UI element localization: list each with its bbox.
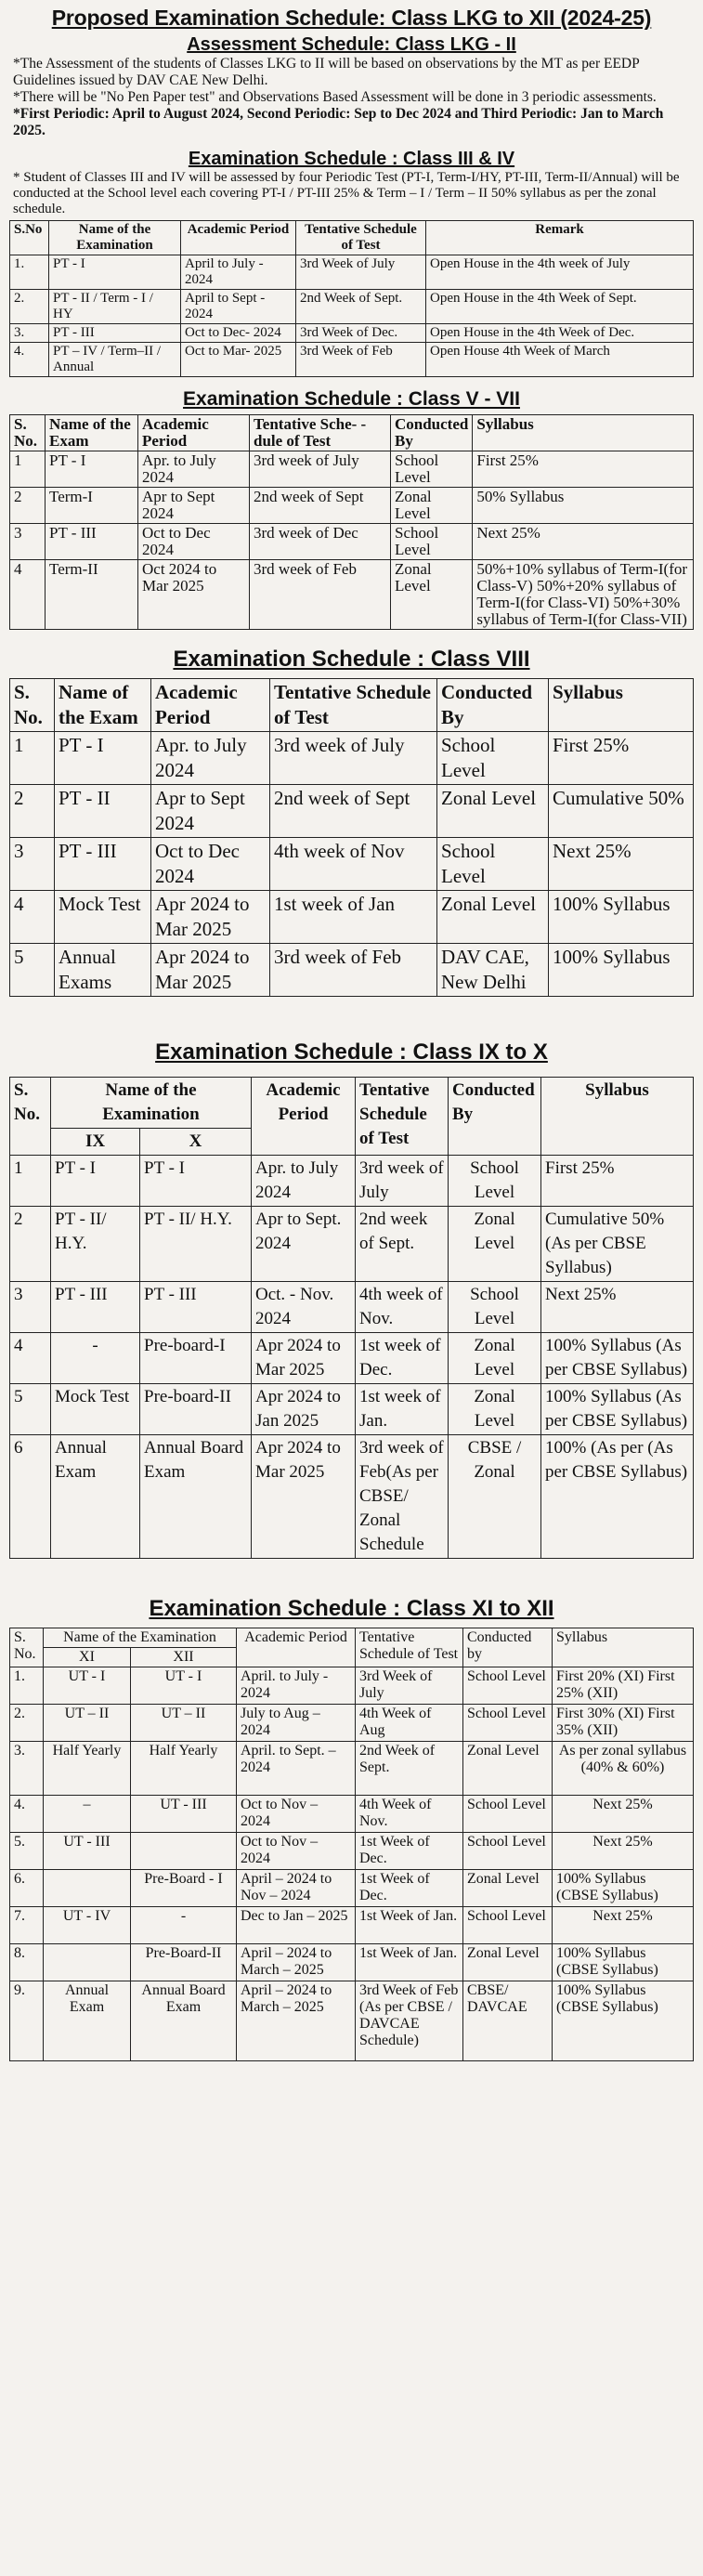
cell: Zonal Level	[449, 1207, 541, 1282]
table-row	[10, 1705, 694, 1742]
col-sno: S.No	[10, 221, 49, 255]
lkg-note: *The Assessment of the students of Classes LKG to II will be based on observations by the MT as per EEDP Guidelines issued by DAV CAE New Delhi.	[13, 56, 640, 88]
cell: School Level	[463, 1667, 553, 1705]
cell: 100% Syllabus	[549, 891, 694, 944]
cell: Open House in the 4th Week of Dec.	[426, 324, 694, 343]
col-remark: Remark	[426, 221, 694, 255]
cell: Zonal Level	[449, 1333, 541, 1384]
cell: 50%+10% syllabus of Term-I(for Class-V) 50%+20% syllabus of Term-I(for Class-VI) 50%+30% syllabus of Term-I(for Class-VII)	[473, 560, 694, 630]
table-row	[10, 732, 694, 785]
cell: As per zonal syllabus (40% & 60%)	[553, 1742, 694, 1796]
table-row	[10, 488, 694, 524]
cell: 2	[10, 785, 55, 838]
cell: 3rd Week of July	[356, 1667, 463, 1705]
cell: Zonal Level	[463, 1742, 553, 1796]
table-row	[10, 1667, 694, 1705]
cell: 9.	[10, 1981, 44, 2061]
cell: Apr. to July 2024	[151, 732, 270, 785]
cell: April. to July - 2024	[237, 1667, 356, 1705]
cell: 3rd Week of July	[296, 255, 426, 290]
cell: 2nd Week of Sept.	[356, 1742, 463, 1796]
col-academic-period: Academic Period	[138, 415, 250, 451]
col-academic-period: Academic Period	[151, 679, 270, 732]
cell: -	[51, 1333, 140, 1384]
cell: 1	[10, 732, 55, 785]
cell: Mock Test	[51, 1384, 140, 1435]
cell: School Level	[463, 1833, 553, 1870]
col-exam-name: Name of the Examination	[51, 1078, 252, 1129]
table-header-row	[10, 1628, 694, 1648]
cell: 100% Syllabus (CBSE Syllabus)	[553, 1944, 694, 1981]
cell: Next 25%	[541, 1282, 694, 1333]
cell: PT - I	[140, 1156, 252, 1207]
table-row	[10, 524, 694, 560]
cell: UT - III	[131, 1796, 237, 1833]
class-3-4-heading: Examination Schedule : Class III & IV	[188, 149, 515, 169]
cell: 3	[10, 838, 55, 891]
cell: 3.	[10, 324, 49, 343]
cell: Next 25%	[549, 838, 694, 891]
cell: 4.	[10, 1796, 44, 1833]
col-syllabus: Syllabus	[541, 1078, 694, 1156]
cell: UT - IV	[44, 1907, 131, 1944]
cell: PT - II/ H.Y.	[140, 1207, 252, 1282]
cell: PT - I	[46, 451, 138, 488]
cell: 6	[10, 1435, 51, 1559]
table-header-row	[10, 679, 694, 732]
cell: Cumulative 50% (As per CBSE Syllabus)	[541, 1207, 694, 1282]
col-xii: XII	[131, 1648, 237, 1667]
table-row	[10, 891, 694, 944]
cell: Apr 2024 to Mar 2025	[151, 944, 270, 997]
class-5-7-heading: Examination Schedule : Class V - VII	[183, 388, 520, 410]
cell: Pre-Board-II	[131, 1944, 237, 1981]
col-xi: XI	[44, 1648, 131, 1667]
cell: 100% Syllabus (As per CBSE Syllabus)	[541, 1333, 694, 1384]
col-sno: S. No.	[10, 415, 46, 451]
cell: 6.	[10, 1870, 44, 1907]
col-syllabus: Syllabus	[553, 1628, 694, 1667]
cell: 3rd week of Feb(As per CBSE/ Zonal Schedule	[356, 1435, 449, 1559]
cell: PT - III	[55, 838, 151, 891]
cell: Apr to Sept 2024	[151, 785, 270, 838]
lkg-notes	[13, 56, 690, 139]
col-sno: S. No.	[10, 1628, 44, 1667]
col-exam-name: Name of the Examination	[44, 1628, 237, 1648]
cell: Open House in the 4th Week of Sept.	[426, 290, 694, 324]
table-row	[10, 1981, 694, 2061]
table-row	[10, 1156, 694, 1207]
class-11-12-heading: Examination Schedule : Class XI to XII	[149, 1596, 554, 1621]
col-x: X	[140, 1129, 252, 1156]
cell: UT - III	[44, 1833, 131, 1870]
cell: 5	[10, 944, 55, 997]
cell: Oct. - Nov. 2024	[252, 1282, 356, 1333]
cell: 1st Week of Jan.	[356, 1907, 463, 1944]
cell: 1st week of Jan	[270, 891, 437, 944]
col-sno: S. No.	[10, 1078, 51, 1156]
cell: Apr to Sept. 2024	[252, 1207, 356, 1282]
cell: Zonal Level	[437, 891, 549, 944]
cell: Next 25%	[553, 1833, 694, 1870]
cell: First 25%	[549, 732, 694, 785]
cell: 1st week of Dec.	[356, 1333, 449, 1384]
col-conducted-by: Conducted by	[463, 1628, 553, 1667]
cell: 1	[10, 1156, 51, 1207]
cell: 50% Syllabus	[473, 488, 694, 524]
table-header-row	[10, 415, 694, 451]
cell: Oct to Mar- 2025	[181, 343, 296, 377]
col-ix: IX	[51, 1129, 140, 1156]
cell: 4	[10, 560, 46, 630]
cell: 3rd week of Feb	[250, 560, 391, 630]
cell: 2	[10, 488, 46, 524]
cell: School Level	[449, 1282, 541, 1333]
cell: Pre-board-II	[140, 1384, 252, 1435]
cell: Apr to Sept 2024	[138, 488, 250, 524]
cell: Apr 2024 to Mar 2025	[252, 1333, 356, 1384]
cell: 3	[10, 524, 46, 560]
cell: School Level	[391, 451, 473, 488]
cell: First 20% (XI) First 25% (XII)	[553, 1667, 694, 1705]
cell: PT - III	[49, 324, 181, 343]
table-row	[10, 290, 694, 324]
cell: Oct to Nov – 2024	[237, 1833, 356, 1870]
cell: CBSE / Zonal	[449, 1435, 541, 1559]
cell: Next 25%	[553, 1907, 694, 1944]
col-exam-name: Name of the Examination	[49, 221, 181, 255]
lkg-note: *First Periodic: April to August 2024, Second Periodic: Sep to Dec 2024 and Third Periodic: Jan to March 2025.	[13, 106, 664, 138]
cell: Zonal Level	[449, 1384, 541, 1435]
class-8-table	[9, 678, 694, 997]
cell: April to July - 2024	[181, 255, 296, 290]
col-conducted-by: Conducted By	[437, 679, 549, 732]
cell: Mock Test	[55, 891, 151, 944]
table-row	[10, 1282, 694, 1333]
cell: Zonal Level	[391, 488, 473, 524]
cell: 4th Week of Aug	[356, 1705, 463, 1742]
cell: -	[131, 1907, 237, 1944]
cell: First 30% (XI) First 35% (XII)	[553, 1705, 694, 1742]
class-3-4-note: * Student of Classes III and IV will be assessed by four Periodic Test (PT-I, Term-I/HY, PT-III, Term-II/Annual) will be conducted at the School level each covering PT-I / PT-III 25% & Term – I / Term – II 50% syllabus as per the zonal schedule.	[13, 170, 680, 216]
table-row	[10, 255, 694, 290]
cell: 4th week of Nov.	[356, 1282, 449, 1333]
cell: 3rd Week of Feb (As per CBSE / DAVCAE Schedule)	[356, 1981, 463, 2061]
cell: UT - I	[44, 1667, 131, 1705]
cell: Open House 4th Week of March	[426, 343, 694, 377]
table-row	[10, 1944, 694, 1981]
cell: Pre-Board - I	[131, 1870, 237, 1907]
col-academic-period: Academic Period	[181, 221, 296, 255]
cell: 100% (As per (As per CBSE Syllabus)	[541, 1435, 694, 1559]
page-title: Proposed Examination Schedule: Class LKG to XII (2024-25)	[51, 6, 652, 30]
cell	[131, 1833, 237, 1870]
cell: PT - II/ H.Y.	[51, 1207, 140, 1282]
cell: School Level	[463, 1705, 553, 1742]
cell: –	[44, 1796, 131, 1833]
table-row	[10, 1907, 694, 1944]
cell: School Level	[463, 1796, 553, 1833]
col-syllabus: Syllabus	[549, 679, 694, 732]
cell: 100% Syllabus (CBSE Syllabus)	[553, 1870, 694, 1907]
cell	[44, 1944, 131, 1981]
class-3-4-table	[9, 220, 694, 377]
table-row	[10, 324, 694, 343]
cell: 2	[10, 1207, 51, 1282]
class-11-12-table	[9, 1628, 694, 2061]
cell: 1st week of Jan.	[356, 1384, 449, 1435]
lkg-heading: Assessment Schedule: Class LKG - II	[187, 34, 516, 55]
cell: April – 2024 to March – 2025	[237, 1944, 356, 1981]
cell: Apr 2024 to Mar 2025	[252, 1435, 356, 1559]
cell: 1st Week of Jan.	[356, 1944, 463, 1981]
col-conducted-by: Conducted By	[449, 1078, 541, 1156]
class-9-10-heading: Examination Schedule : Class IX to X	[155, 1040, 548, 1065]
cell: Apr 2024 to Mar 2025	[151, 891, 270, 944]
col-schedule: Tentative Sche- -dule of Test	[250, 415, 391, 451]
cell: 3	[10, 1282, 51, 1333]
cell: Apr. to July 2024	[138, 451, 250, 488]
class-8-heading: Examination Schedule : Class VIII	[173, 647, 530, 672]
cell: April to Sept - 2024	[181, 290, 296, 324]
cell: PT - III	[51, 1282, 140, 1333]
cell: Cumulative 50%	[549, 785, 694, 838]
cell: 7.	[10, 1907, 44, 1944]
cell: 3rd week of July	[356, 1156, 449, 1207]
cell: PT - II / Term - I / HY	[49, 290, 181, 324]
table-row	[10, 560, 694, 630]
cell: PT - I	[51, 1156, 140, 1207]
cell: First 25%	[541, 1156, 694, 1207]
table-row	[10, 1742, 694, 1796]
cell: Dec to Jan – 2025	[237, 1907, 356, 1944]
table-row	[10, 1435, 694, 1559]
cell: School Level	[437, 838, 549, 891]
cell: Pre-board-I	[140, 1333, 252, 1384]
table-row	[10, 785, 694, 838]
cell: Annual Exam	[44, 1981, 131, 2061]
cell: 2.	[10, 1705, 44, 1742]
cell: 4.	[10, 343, 49, 377]
cell: 100% Syllabus (As per CBSE Syllabus)	[541, 1384, 694, 1435]
cell: Oct to Dec 2024	[151, 838, 270, 891]
col-exam-name: Name of the Exam	[55, 679, 151, 732]
cell: Annual Exams	[55, 944, 151, 997]
cell: 1.	[10, 255, 49, 290]
col-academic-period: Academic Period	[252, 1078, 356, 1156]
col-academic-period: Academic Period	[237, 1628, 356, 1667]
cell: Oct to Dec- 2024	[181, 324, 296, 343]
cell: 4th week of Nov	[270, 838, 437, 891]
cell: School Level	[463, 1907, 553, 1944]
cell: Oct 2024 to Mar 2025	[138, 560, 250, 630]
cell: 1.	[10, 1667, 44, 1705]
cell: 3.	[10, 1742, 44, 1796]
col-schedule: Tentative Schedule of Test	[296, 221, 426, 255]
cell: School Level	[449, 1156, 541, 1207]
cell: School Level	[437, 732, 549, 785]
cell: Next 25%	[473, 524, 694, 560]
cell: Oct to Nov – 2024	[237, 1796, 356, 1833]
cell: First 25%	[473, 451, 694, 488]
cell: Term-II	[46, 560, 138, 630]
cell: 2nd week of Sept	[250, 488, 391, 524]
table-header-row	[10, 221, 694, 255]
table-row	[10, 1384, 694, 1435]
cell: 2.	[10, 290, 49, 324]
cell: PT - III	[140, 1282, 252, 1333]
table-row	[10, 1207, 694, 1282]
cell: Zonal Level	[437, 785, 549, 838]
class-5-7-table	[9, 414, 694, 630]
col-schedule: Tentative Schedule of Test	[356, 1078, 449, 1156]
table-row	[10, 1333, 694, 1384]
cell: April. to Sept. – 2024	[237, 1742, 356, 1796]
lkg-note: *There will be "No Pen Paper test" and Observations Based Assessment will be done in 3 periodic assessments.	[13, 89, 657, 105]
cell: UT – II	[44, 1705, 131, 1742]
cell: 100% Syllabus	[549, 944, 694, 997]
cell: 5.	[10, 1833, 44, 1870]
cell: School Level	[391, 524, 473, 560]
cell: PT - III	[46, 524, 138, 560]
cell: April – 2024 to March – 2025	[237, 1981, 356, 2061]
col-conducted-by: Conducted By	[391, 415, 473, 451]
cell: Zonal Level	[463, 1944, 553, 1981]
cell: PT - I	[49, 255, 181, 290]
cell: Oct to Dec 2024	[138, 524, 250, 560]
cell: 100% Syllabus (CBSE Syllabus)	[553, 1981, 694, 2061]
col-schedule: Tentative Schedule of Test	[356, 1628, 463, 1667]
cell: Next 25%	[553, 1796, 694, 1833]
class-9-10-table	[9, 1077, 694, 1559]
cell: 1st Week of Dec.	[356, 1870, 463, 1907]
cell: Apr 2024 to Jan 2025	[252, 1384, 356, 1435]
table-row	[10, 838, 694, 891]
table-header-row	[10, 1078, 694, 1129]
cell: 5	[10, 1384, 51, 1435]
cell: 3rd week of Dec	[250, 524, 391, 560]
table-row	[10, 1870, 694, 1907]
cell	[44, 1870, 131, 1907]
cell: DAV CAE, New Delhi	[437, 944, 549, 997]
cell: UT – II	[131, 1705, 237, 1742]
cell: PT – IV / Term–II / Annual	[49, 343, 181, 377]
cell: 2nd week of Sept	[270, 785, 437, 838]
cell: July to Aug – 2024	[237, 1705, 356, 1742]
cell: CBSE/ DAVCAE	[463, 1981, 553, 2061]
cell: 4	[10, 1333, 51, 1384]
table-row	[10, 1833, 694, 1870]
col-syllabus: Syllabus	[473, 415, 694, 451]
cell: 2nd week of Sept.	[356, 1207, 449, 1282]
cell: 3rd Week of Dec.	[296, 324, 426, 343]
cell: PT - II	[55, 785, 151, 838]
cell: Annual Board Exam	[131, 1981, 237, 2061]
cell: April – 2024 to Nov – 2024	[237, 1870, 356, 1907]
cell: Open House in the 4th week of July	[426, 255, 694, 290]
table-row	[10, 1796, 694, 1833]
cell: Zonal Level	[391, 560, 473, 630]
cell: Annual Exam	[51, 1435, 140, 1559]
cell: 1	[10, 451, 46, 488]
col-schedule: Tentative Schedule of Test	[270, 679, 437, 732]
cell: 8.	[10, 1944, 44, 1981]
cell: Term-I	[46, 488, 138, 524]
cell: Apr. to July 2024	[252, 1156, 356, 1207]
cell: Annual Board Exam	[140, 1435, 252, 1559]
cell: 3rd week of Feb	[270, 944, 437, 997]
cell: UT - I	[131, 1667, 237, 1705]
cell: 1st Week of Dec.	[356, 1833, 463, 1870]
table-row	[10, 451, 694, 488]
col-exam-name: Name of the Exam	[46, 415, 138, 451]
cell: Half Yearly	[44, 1742, 131, 1796]
cell: Half Yearly	[131, 1742, 237, 1796]
cell: PT - I	[55, 732, 151, 785]
cell: 4th Week of Nov.	[356, 1796, 463, 1833]
table-row	[10, 343, 694, 377]
cell: 3rd Week of Feb	[296, 343, 426, 377]
table-row	[10, 944, 694, 997]
cell: 2nd Week of Sept.	[296, 290, 426, 324]
cell: 3rd week of July	[270, 732, 437, 785]
cell: Zonal Level	[463, 1870, 553, 1907]
col-sno: S. No.	[10, 679, 55, 732]
cell: 4	[10, 891, 55, 944]
cell: 3rd week of July	[250, 451, 391, 488]
